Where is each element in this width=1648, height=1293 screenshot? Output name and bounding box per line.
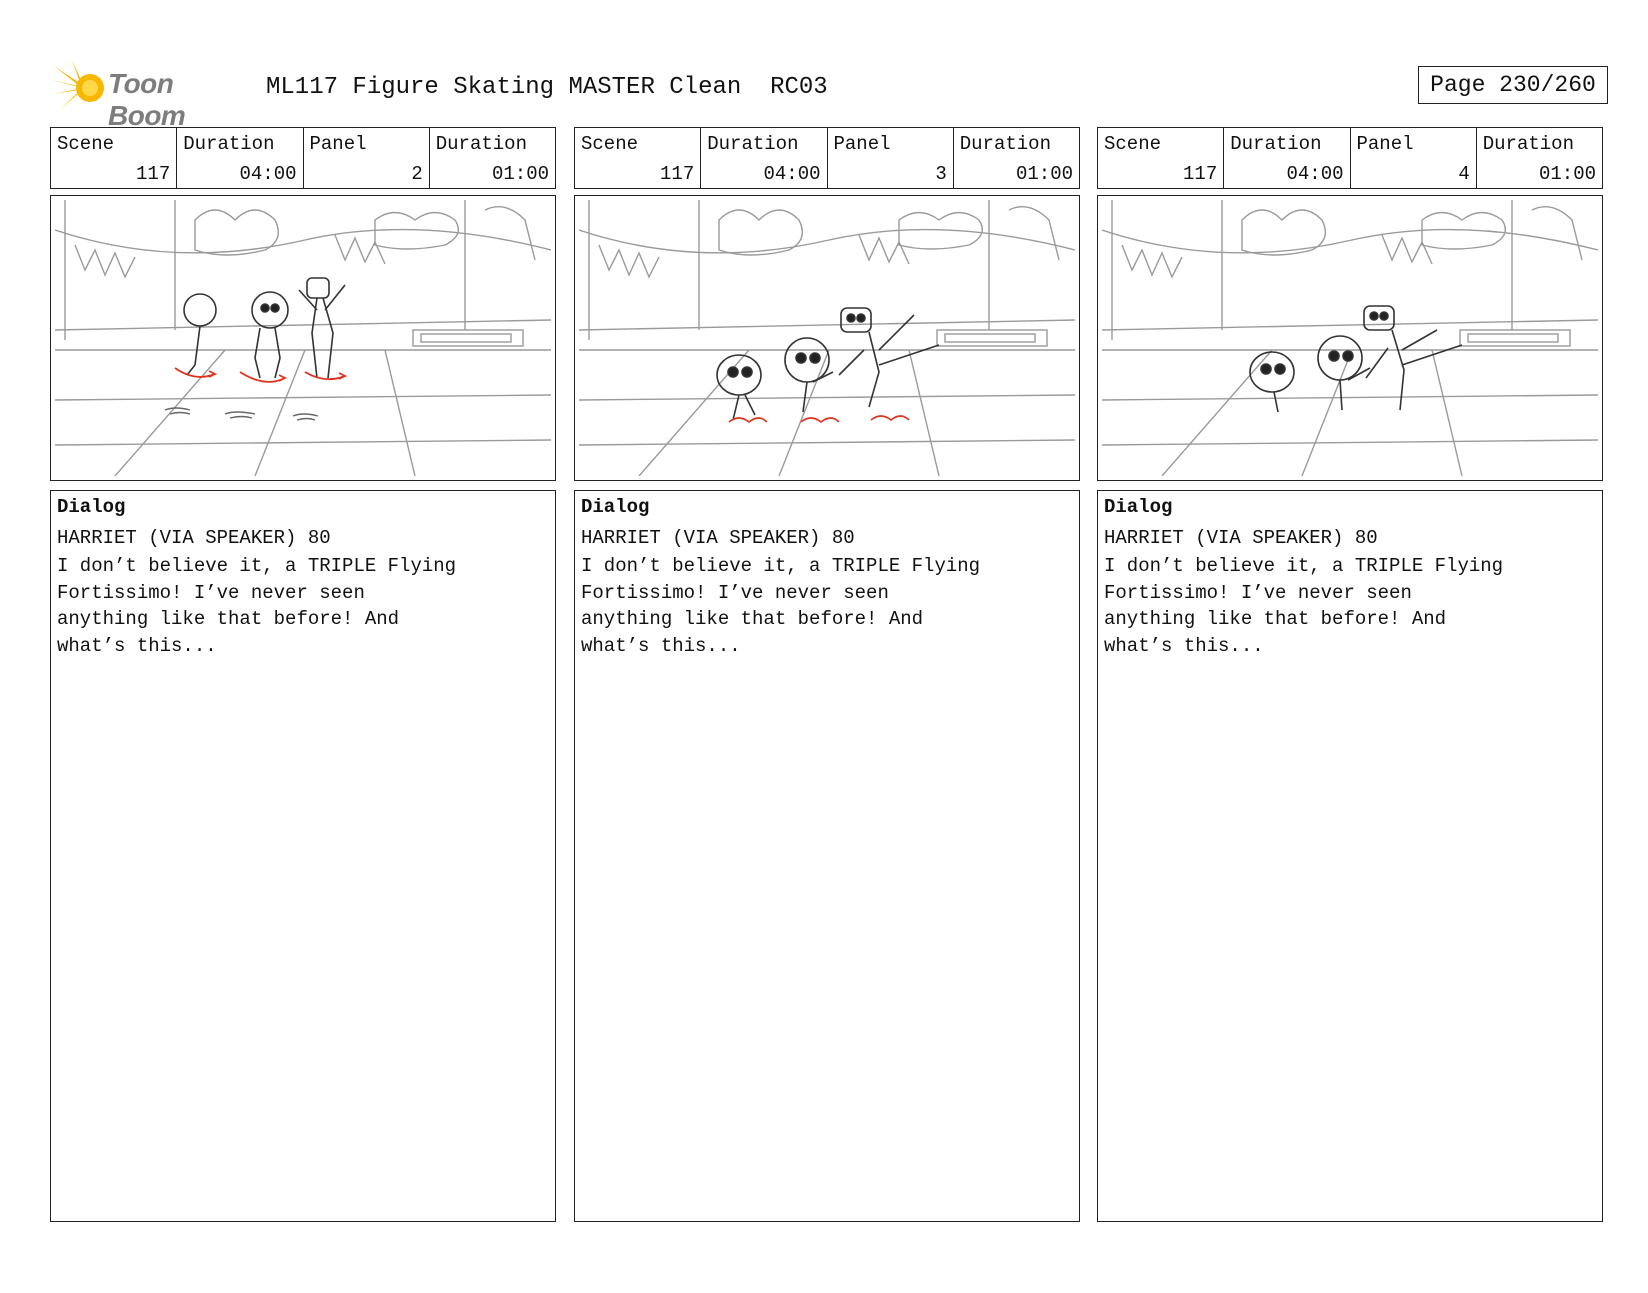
scene-value: 117 [1183, 163, 1218, 185]
panel-info-table [1097, 127, 1603, 189]
dialog-text: I don’t believe it, a TRIPLE Flying Fortissimo! I’ve never seen anything like that before! And what’s this... [581, 555, 981, 657]
dialog-header: Dialog [57, 496, 126, 518]
panel-label: Panel [309, 133, 367, 155]
page-indicator: Page 230/260 [1418, 66, 1608, 104]
panel-info-table [574, 127, 1080, 189]
scene-duration-label: Duration [183, 133, 275, 155]
scene-value: 117 [660, 163, 695, 185]
dialog-text: I don’t believe it, a TRIPLE Flying Fortissimo! I’ve never seen anything like that before! And what’s this... [1104, 555, 1504, 657]
panel-duration-value: 01:00 [1015, 163, 1073, 185]
scene-label: Scene [1104, 133, 1162, 155]
scene-duration-label: Duration [1230, 133, 1322, 155]
scene-label: Scene [57, 133, 115, 155]
scene-duration-value: 04:00 [763, 163, 821, 185]
scene-label: Scene [581, 133, 639, 155]
dialog-header: Dialog [581, 496, 650, 518]
dialog-box [1097, 490, 1603, 1222]
panel-drawing [1097, 195, 1603, 481]
document-title: ML117 Figure Skating MASTER Clean RC03 [266, 74, 828, 101]
panel-label: Panel [1356, 133, 1414, 155]
dialog-speaker: HARRIET (VIA SPEAKER) 80 [57, 527, 331, 549]
scene-cell [1098, 128, 1224, 188]
panel-duration-cell [1477, 128, 1602, 188]
dialog-speaker: HARRIET (VIA SPEAKER) 80 [1104, 527, 1378, 549]
dialog-box [50, 490, 556, 1222]
panel-duration-value: 01:00 [1538, 163, 1596, 185]
page-header [52, 58, 1608, 131]
panel-cell [304, 128, 430, 188]
panel-value: 2 [411, 163, 423, 185]
panel-duration-label: Duration [1482, 133, 1574, 155]
scene-duration-label: Duration [707, 133, 799, 155]
scene-cell [575, 128, 701, 188]
panel-value: 3 [935, 163, 947, 185]
panel-drawing [574, 195, 1080, 481]
panel-info-table [50, 127, 556, 189]
scene-cell [51, 128, 177, 188]
dialog-box [574, 490, 1080, 1222]
panel-duration-cell [430, 128, 555, 188]
panel-cell [828, 128, 954, 188]
panel-value: 4 [1458, 163, 1470, 185]
scene-duration-value: 04:00 [239, 163, 297, 185]
panel-label: Panel [833, 133, 891, 155]
panel-duration-value: 01:00 [491, 163, 549, 185]
panel-duration-cell [954, 128, 1079, 188]
dialog-header: Dialog [1104, 496, 1173, 518]
panel-drawing [50, 195, 556, 481]
dialog-speaker: HARRIET (VIA SPEAKER) 80 [581, 527, 855, 549]
logo-text: Toon Boom [108, 68, 186, 131]
scene-duration-cell [1224, 128, 1350, 188]
toon-boom-logo [52, 58, 252, 131]
starburst-icon [52, 60, 112, 116]
panel-duration-label: Duration [435, 133, 527, 155]
panel-cell [1351, 128, 1477, 188]
scene-duration-cell [701, 128, 827, 188]
scene-value: 117 [136, 163, 171, 185]
scene-duration-value: 04:00 [1286, 163, 1344, 185]
dialog-text: I don’t believe it, a TRIPLE Flying Fortissimo! I’ve never seen anything like that before! And what’s this... [57, 555, 457, 657]
scene-duration-cell [177, 128, 303, 188]
panel-duration-label: Duration [959, 133, 1051, 155]
